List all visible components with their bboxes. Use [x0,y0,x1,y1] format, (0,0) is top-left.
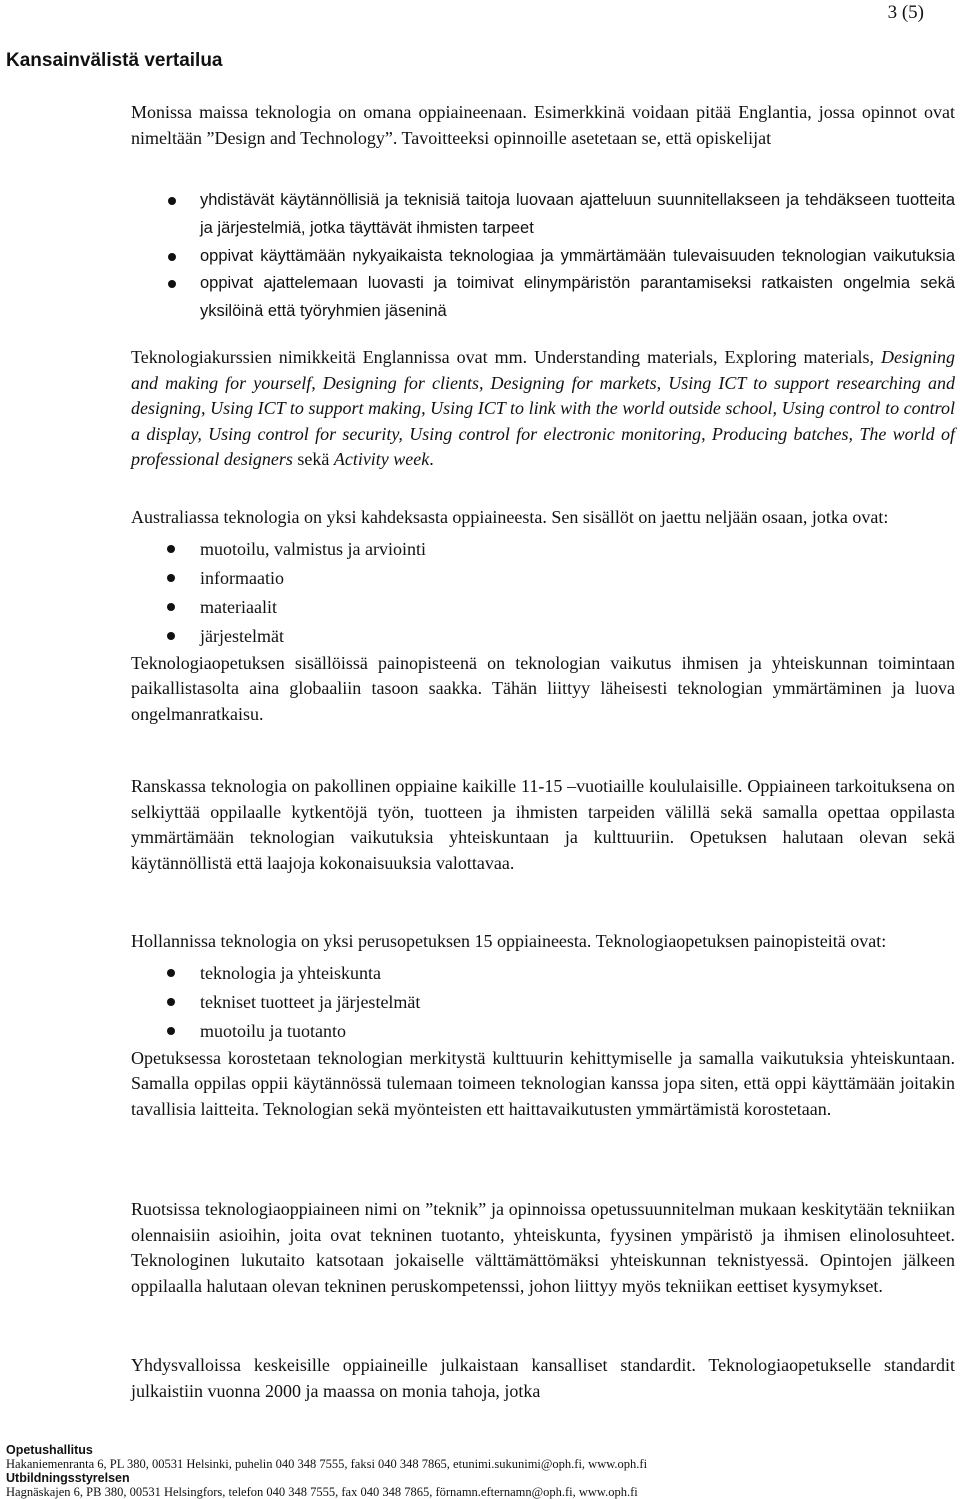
footer-address-sv: Hagnäskajen 6, PB 380, 00531 Helsingfors, telefon 040 348 7555, fax 040 348 7865, förnamn.efternamn@oph.fi, www.oph.fi [6,1485,638,1499]
england-courses [131,345,955,473]
page-number: 3 (5) [887,2,924,23]
list-item: oppivat käyttämään nykyaikaista teknologiaa ja ymmärtämään tulevaisuuden teknologian vaikutuksia [131,243,955,271]
france-text: Ranskassa teknologia on pakollinen oppiaine kaikille 11-15 –vuotiaille koululaisille. Oppiaineen tarkoituksena on selkiyttää oppilaalle kytkentöjä työn, tuotteen ja ihmisten tarpeiden välillä sekä samalla opettaa oppilasta ymmärtämään teknologian vaikutuksia yhteiskuntaan ja kulttuuriin. Opetuksen halutaan olevan sekä käytännöllistä että laajoja kokonaisuuksia valottavaa. [131,776,955,873]
list-item: yhdistävät käytännöllisiä ja teknisiä taitoja luovaan ajatteluun suunnitellakseen ja tehdäkseen tuotteita ja järjestelmiä, jotka täyttävät ihmisten tarpeet [131,187,955,243]
courses-last: Activity week [333,449,430,470]
section-france [131,774,955,876]
list-item: muotoilu, valmistus ja arviointi [131,535,955,564]
section-australia [131,505,955,727]
netherlands-focus-list [131,959,955,1046]
list-item: informaatio [131,564,955,593]
australia-content-list [131,535,955,651]
list-item: muotoilu ja tuotanto [131,1017,955,1046]
australia-text: Teknologiaopetuksen sisällöissä painopisteenä on teknologian vaikutus ihmisen ja yhteiskunnan toimintaan paikallistasolta aina globaaliin tasoon saakka. Tähän liittyy läheisesti teknologian ymmärtäminen ja luova ongelmanratkaisu. [131,652,955,724]
section-usa [131,1353,955,1404]
section-england [131,100,955,151]
footer-org-sv: Utbildningsstyrelsen [6,1471,130,1485]
footer-address-fi: Hakaniemenranta 6, PL 380, 00531 Helsinki, puhelin 040 348 7555, faksi 040 348 7865, etunimi.sukunimi@oph.fi, www.oph.fi [6,1457,648,1471]
england-bullet-block [131,187,955,326]
netherlands-text: Opetuksessa korostetaan teknologian merkitystä kulttuurin kehittymiselle ja samalla vaikutuksia yhteiskuntaan. Samalla oppilas oppii käytännössä tulemaan toimeen teknologian kanssa jopa siten, että oppi käyttämään joitakin tavallisia laitteita. Teknologian sekä myönteisten ett haittavaikutusten ymmärtämistä korostetaan. [131,1047,955,1119]
usa-text: Yhdysvalloissa keskeisille oppiaineille julkaistaan kansalliset standardit. Teknologiaopetukselle standardit julkaistiin vuonna 2000 ja maassa on monia tahoja, jotka [131,1355,955,1401]
section-heading: Kansainvälistä vertailua [6,50,223,71]
list-item: teknologia ja yhteiskunta [131,959,955,988]
footer [6,1443,647,1499]
australia-intro: Australiassa teknologia on yksi kahdeksasta oppiaineesta. Sen sisällöt on jaettu neljään osaan, jotka ovat: [131,507,889,527]
courses-lead: Teknologiakurssien nimikkeitä Englannissa ovat mm. Understanding materials, Exploring materials, [131,347,881,367]
england-goals-list [131,187,955,326]
courses-end: . [429,449,434,470]
section-netherlands [131,929,955,1122]
netherlands-intro: Hollannissa teknologia on yksi perusopetuksen 15 oppiaineesta. Teknologiaopetuksen painopisteitä ovat: [131,931,887,951]
courses-list: Designing and making for yourself, Designing for clients, Designing for markets, Using ICT to support researching and designing, Using ICT to support making, Using ICT to link with the world outside school, Using control to control a display, Using control for security, Using control for electronic monitoring, Producing batches, The world of professional designers [131,347,955,470]
list-item: oppivat ajattelemaan luovasti ja toimivat elinympäristön parantamiseksi ratkaisten ongelmia sekä yksilöinä että työryhmien jäseninä [131,270,955,326]
list-item: tekniset tuotteet ja järjestelmät [131,988,955,1017]
list-item: materiaalit [131,593,955,622]
section-sweden [131,1197,955,1299]
sweden-text: Ruotsissa teknologiaoppiaineen nimi on ”teknik” ja opinnoissa opetussuunnitelman mukaan keskitytään tekniikan olennaisiin asioihin, joita ovat tekninen tuotanto, yhteiskunta, fyysinen ympäristö ja ihmisen elinolosuhteet. Teknologinen lukutaito katsotaan jokaiselle välttämättömäksi yhteiskunnan teknistyessä. Opintojen jälkeen oppilaalla halutaan olevan tekninen peruskompetenssi, johon liittyy myös tekniikan eettiset kysymykset. [131,1199,955,1296]
courses-join: sekä [292,449,334,470]
list-item: järjestelmät [131,622,955,651]
england-intro: Monissa maissa teknologia on omana oppiaineenaan. Esimerkkinä voidaan pitää Englantia, jossa opinnot ovat nimeltään ”Design and Technology”. Tavoitteeksi opinnoille asetetaan se, että opiskelijat [131,102,955,148]
footer-org-fi: Opetushallitus [6,1443,93,1457]
